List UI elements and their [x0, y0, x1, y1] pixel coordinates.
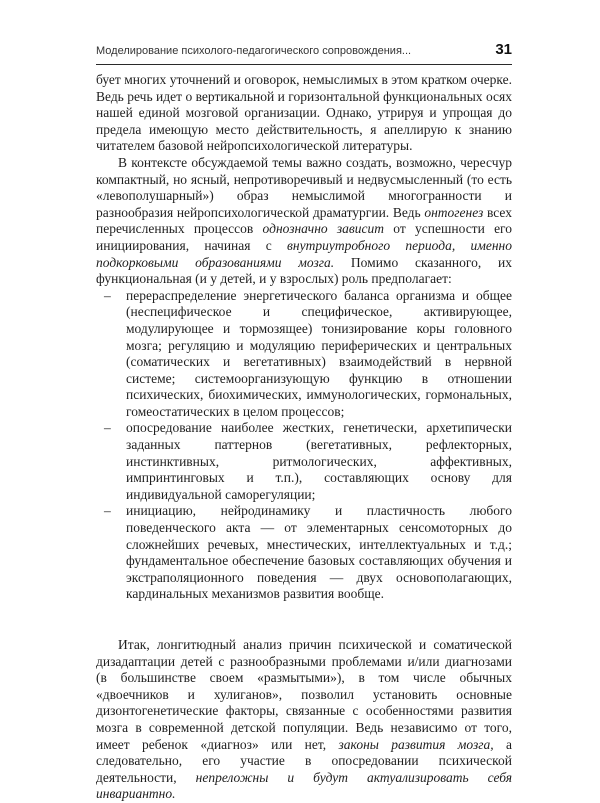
- functions-list: [96, 288, 512, 603]
- italic-run: законы развития мозга,: [338, 736, 494, 752]
- paragraph-context: [96, 155, 512, 288]
- text-run: всех перечисленных процессов: [96, 204, 512, 237]
- list-dash: –: [104, 287, 111, 303]
- italic-run: внутриутробного периода, именно подкорковыми образованиями мозга.: [96, 237, 512, 270]
- text-run: В контексте обсуждаемой темы важно создать, возможно, чересчур компактный, но ясный, непротиворечивый и недвусмысленный (то есть «левополушарный») образ немыслимой многогранности и разнообразия нейропсихологической драматургии. Ведь: [96, 154, 512, 220]
- running-title: Моделирование психолого-педагогического сопровождения...: [96, 45, 412, 57]
- text-run: Помимо сказанного, их функциональная (и у детей, и у взрослых) роль предполагает:: [96, 254, 512, 287]
- text-run: а следовательно, его участие в опосредовании психической деятельности,: [96, 736, 513, 785]
- paragraph-conclusion: [96, 637, 512, 803]
- paragraph-continued: бует многих уточнений и оговорок, немыслимых в этом кратком очерке. Ведь речь идет о вертикальной и горизонтальной функциональных осях нашей единой мозговой организации. Однако, утрируя и упрощая до предела имеющую место действительность, я апеллирую к знанию читателем базовой нейропсихологической литературы.: [96, 72, 512, 154]
- list-item-text: опосредование наиболее жестких, генетически, архетипически заданных паттернов (вегетативных, рефлекторных, инстинктивных, ритмологических, аффективных, импринтинговых и т.п.), составляющих основу для индивидуальной саморегуляции;: [126, 420, 512, 502]
- italic-run: онтогенез: [424, 204, 484, 220]
- paragraph-gap: [96, 603, 512, 637]
- italic-run: однозначно зависит: [262, 221, 385, 237]
- list-item-text: инициацию, нейродинамику и пластичность любого поведенческого акта — от элементарных сенсомоторных до сложнейших речевых, мнестических, интеллектуальных и т.д.; фундаментальное обеспечение базовых составляющих обучения и экстраполяционного поведения — двух основополагающих, кардинальных механизмов развития вообще.: [126, 503, 512, 602]
- list-dash: –: [104, 503, 111, 519]
- list-item: [96, 503, 512, 603]
- list-item: [96, 288, 512, 421]
- running-header: [96, 40, 512, 65]
- italic-run: непреложны и будут актуализировать себя инвариантно.: [96, 769, 512, 802]
- list-item-text: перераспределение энергетического баланса организма и общее (неспецифическое и специфическое, активирующее, модулирующее и тормозящее) тонизирование коры головного мозга; регуляцию и модуляцию периферических и центральных (соматических и вегетативных) взаимодействий в нервной системе; системоорганизующую функцию в отношении психических, биохимических, иммунологических, гормональных, гомеостатических в целом процессов;: [126, 287, 512, 419]
- text-run: Итак, лонгитюдный анализ причин психической и соматической дизадаптации детей с разнообразными проблемами и/или диагнозами (в большинстве своем «размытыми»), в том числе обычных «двоечников и хулиганов», позволил установить основные дизонтогенетические факторы, связанные с особенностями развития мозга в современной детской популяции. Ведь независимо от того, имеет ребенок «диагноз» или нет,: [96, 637, 512, 752]
- body-text: [96, 72, 512, 803]
- list-dash: –: [104, 420, 111, 436]
- page-number: 31: [495, 41, 512, 58]
- list-item: [96, 420, 512, 503]
- text-run: от успешности его инициирования, начиная с: [96, 221, 513, 253]
